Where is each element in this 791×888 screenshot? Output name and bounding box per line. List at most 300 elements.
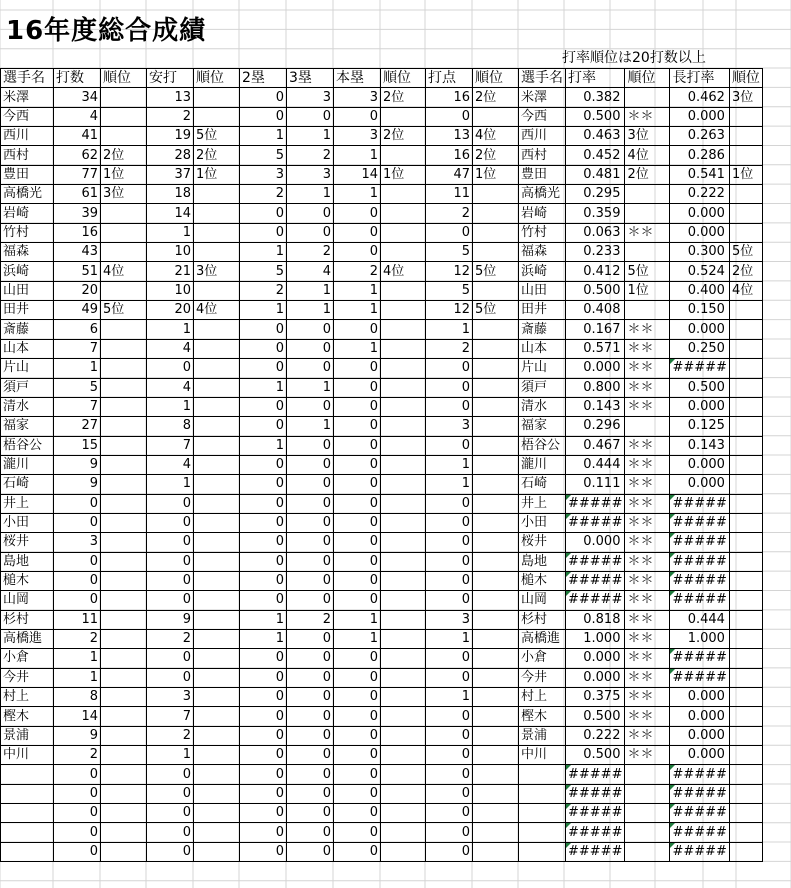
cell-hits[interactable]: 2 — [147, 629, 194, 648]
cell-hits-rank[interactable] — [194, 281, 240, 300]
cell-player-name[interactable] — [1, 765, 54, 784]
cell-slugging-rank[interactable] — [729, 804, 762, 823]
cell-slugging-rank[interactable] — [729, 146, 762, 165]
cell-doubles[interactable]: 3 — [240, 165, 287, 184]
cell-triples[interactable]: 0 — [287, 668, 334, 687]
cell-rbi[interactable]: 0 — [426, 668, 473, 687]
cell-home-runs[interactable]: 1 — [334, 339, 381, 358]
cell-hits[interactable]: 7 — [147, 707, 194, 726]
cell-slugging[interactable]: 0.444 — [670, 610, 729, 629]
cell-home-runs[interactable]: 0 — [334, 243, 381, 262]
cell-at-bats-rank[interactable] — [101, 223, 147, 242]
cell-avg-rank[interactable] — [625, 804, 670, 823]
cell-rbi[interactable]: 1 — [426, 629, 473, 648]
cell-slugging-rank[interactable] — [729, 707, 762, 726]
cell-rbi[interactable]: 0 — [426, 359, 473, 378]
cell-slugging-rank[interactable] — [729, 494, 762, 513]
cell-rbi-rank[interactable] — [473, 204, 519, 223]
cell-player-name-2[interactable]: 斎藤 — [519, 320, 566, 339]
cell-hits-rank[interactable] — [194, 765, 240, 784]
cell-hits[interactable]: 0 — [147, 823, 194, 842]
cell-slugging-rank[interactable] — [729, 746, 762, 765]
cell-avg-rank[interactable] — [625, 243, 670, 262]
cell-rbi-rank[interactable] — [473, 688, 519, 707]
cell-hits[interactable]: 1 — [147, 223, 194, 242]
cell-avg-rank[interactable] — [625, 417, 670, 436]
cell-hr-rank[interactable] — [381, 649, 426, 668]
cell-hr-rank[interactable] — [381, 765, 426, 784]
header-player-name[interactable]: 選手名 — [1, 69, 54, 88]
cell-rbi[interactable]: 2 — [426, 339, 473, 358]
cell-player-name[interactable]: 山本 — [1, 339, 54, 358]
cell-slugging-rank[interactable]: 5位 — [729, 243, 762, 262]
cell-hits-rank[interactable] — [194, 320, 240, 339]
cell-at-bats[interactable]: 5 — [54, 378, 101, 397]
cell-slugging-rank[interactable] — [729, 513, 762, 532]
cell-hr-rank[interactable] — [381, 359, 426, 378]
cell-avg-rank[interactable]: ＊＊ — [625, 223, 670, 242]
cell-rbi[interactable]: 0 — [426, 571, 473, 590]
cell-rbi-rank[interactable] — [473, 185, 519, 204]
cell-avg-rank[interactable]: ＊＊ — [625, 455, 670, 474]
header-triples[interactable]: 3塁 — [287, 69, 334, 88]
cell-doubles[interactable]: 0 — [240, 494, 287, 513]
cell-triples[interactable]: 0 — [287, 339, 334, 358]
cell-rbi[interactable]: 0 — [426, 784, 473, 803]
cell-triples[interactable]: 0 — [287, 107, 334, 126]
cell-at-bats-rank[interactable] — [101, 88, 147, 107]
cell-triples[interactable]: 1 — [287, 281, 334, 300]
cell-player-name[interactable]: 中川 — [1, 746, 54, 765]
cell-triples[interactable]: 0 — [287, 726, 334, 745]
cell-doubles[interactable]: 5 — [240, 262, 287, 281]
cell-at-bats-rank[interactable] — [101, 417, 147, 436]
cell-player-name[interactable] — [1, 784, 54, 803]
cell-hr-rank[interactable] — [381, 513, 426, 532]
cell-slugging[interactable]: ##### — [670, 823, 729, 842]
cell-hr-rank[interactable] — [381, 494, 426, 513]
cell-hits-rank[interactable] — [194, 436, 240, 455]
cell-rbi-rank[interactable] — [473, 513, 519, 532]
cell-rbi[interactable]: 0 — [426, 107, 473, 126]
cell-at-bats-rank[interactable] — [101, 243, 147, 262]
cell-rbi[interactable]: 0 — [426, 765, 473, 784]
cell-rbi-rank[interactable] — [473, 533, 519, 552]
cell-doubles[interactable]: 0 — [240, 204, 287, 223]
cell-home-runs[interactable]: 0 — [334, 475, 381, 494]
cell-triples[interactable]: 0 — [287, 475, 334, 494]
cell-player-name-2[interactable]: 豊田 — [519, 165, 566, 184]
cell-slugging[interactable]: 0.286 — [670, 146, 729, 165]
cell-rbi-rank[interactable] — [473, 726, 519, 745]
cell-doubles[interactable]: 0 — [240, 513, 287, 532]
cell-batting-avg[interactable]: 0.296 — [566, 417, 625, 436]
cell-player-name-2[interactable] — [519, 804, 566, 823]
cell-player-name-2[interactable]: 西川 — [519, 127, 566, 146]
cell-rbi[interactable]: 0 — [426, 823, 473, 842]
cell-doubles[interactable]: 0 — [240, 823, 287, 842]
cell-hr-rank[interactable] — [381, 552, 426, 571]
cell-hits-rank[interactable] — [194, 397, 240, 416]
cell-hits-rank[interactable] — [194, 571, 240, 590]
cell-home-runs[interactable]: 3 — [334, 88, 381, 107]
cell-doubles[interactable]: 1 — [240, 378, 287, 397]
cell-avg-rank[interactable]: ＊＊ — [625, 610, 670, 629]
sheet-title[interactable]: 16年度総合成績 — [6, 16, 207, 46]
cell-slugging[interactable]: ##### — [670, 842, 729, 861]
cell-rbi[interactable]: 5 — [426, 281, 473, 300]
cell-slugging[interactable]: ##### — [670, 649, 729, 668]
cell-player-name[interactable]: 石崎 — [1, 475, 54, 494]
header-slugging[interactable]: 長打率 — [670, 69, 729, 88]
cell-doubles[interactable]: 0 — [240, 688, 287, 707]
cell-batting-avg[interactable]: 0.467 — [566, 436, 625, 455]
cell-avg-rank[interactable]: 1位 — [625, 281, 670, 300]
cell-player-name-2[interactable]: 浜崎 — [519, 262, 566, 281]
cell-avg-rank[interactable] — [625, 784, 670, 803]
cell-hr-rank[interactable]: 2位 — [381, 88, 426, 107]
cell-batting-avg[interactable]: ##### — [566, 784, 625, 803]
cell-at-bats[interactable]: 9 — [54, 455, 101, 474]
cell-home-runs[interactable]: 0 — [334, 204, 381, 223]
cell-hr-rank[interactable] — [381, 726, 426, 745]
cell-rbi[interactable]: 1 — [426, 475, 473, 494]
cell-avg-rank[interactable] — [625, 204, 670, 223]
cell-rbi-rank[interactable] — [473, 823, 519, 842]
cell-home-runs[interactable]: 0 — [334, 688, 381, 707]
cell-avg-rank[interactable] — [625, 765, 670, 784]
cell-at-bats[interactable]: 43 — [54, 243, 101, 262]
cell-hr-rank[interactable] — [381, 204, 426, 223]
cell-rbi-rank[interactable] — [473, 784, 519, 803]
cell-doubles[interactable]: 2 — [240, 185, 287, 204]
cell-batting-avg[interactable]: 0.800 — [566, 378, 625, 397]
cell-hits[interactable]: 3 — [147, 688, 194, 707]
cell-player-name[interactable]: 山岡 — [1, 591, 54, 610]
cell-hits[interactable]: 0 — [147, 533, 194, 552]
cell-slugging-rank[interactable] — [729, 378, 762, 397]
cell-batting-avg[interactable]: 0.452 — [566, 146, 625, 165]
cell-rbi[interactable]: 3 — [426, 417, 473, 436]
cell-hr-rank[interactable] — [381, 243, 426, 262]
cell-hr-rank[interactable] — [381, 823, 426, 842]
cell-player-name[interactable]: 須戸 — [1, 378, 54, 397]
cell-player-name[interactable]: 樫木 — [1, 707, 54, 726]
cell-batting-avg[interactable]: ##### — [566, 591, 625, 610]
cell-player-name-2[interactable]: 山岡 — [519, 591, 566, 610]
cell-hits[interactable]: 2 — [147, 726, 194, 745]
cell-home-runs[interactable]: 0 — [334, 804, 381, 823]
cell-rbi[interactable]: 0 — [426, 746, 473, 765]
batting-rank-note[interactable]: 打率順位は20打数以上 — [562, 50, 706, 66]
cell-hits-rank[interactable]: 3位 — [194, 262, 240, 281]
cell-hits[interactable]: 18 — [147, 185, 194, 204]
cell-player-name-2[interactable]: 山田 — [519, 281, 566, 300]
cell-rbi[interactable]: 1 — [426, 455, 473, 474]
cell-slugging-rank[interactable] — [729, 436, 762, 455]
cell-slugging-rank[interactable] — [729, 359, 762, 378]
cell-hits-rank[interactable] — [194, 746, 240, 765]
cell-hr-rank[interactable] — [381, 804, 426, 823]
cell-triples[interactable]: 1 — [287, 185, 334, 204]
cell-player-name[interactable]: 今西 — [1, 107, 54, 126]
cell-hits[interactable]: 19 — [147, 127, 194, 146]
cell-at-bats-rank[interactable] — [101, 842, 147, 861]
cell-triples[interactable]: 0 — [287, 591, 334, 610]
cell-at-bats[interactable]: 1 — [54, 649, 101, 668]
cell-at-bats-rank[interactable]: 5位 — [101, 301, 147, 320]
cell-batting-avg[interactable]: 0.481 — [566, 165, 625, 184]
cell-triples[interactable]: 0 — [287, 688, 334, 707]
cell-slugging-rank[interactable] — [729, 629, 762, 648]
cell-doubles[interactable]: 0 — [240, 726, 287, 745]
cell-player-name-2[interactable] — [519, 823, 566, 842]
cell-player-name[interactable]: 景浦 — [1, 726, 54, 745]
cell-rbi[interactable]: 1 — [426, 688, 473, 707]
cell-avg-rank[interactable]: ＊＊ — [625, 707, 670, 726]
cell-home-runs[interactable]: 0 — [334, 533, 381, 552]
cell-hits[interactable]: 1 — [147, 320, 194, 339]
cell-triples[interactable]: 0 — [287, 842, 334, 861]
cell-triples[interactable]: 3 — [287, 88, 334, 107]
cell-player-name-2[interactable]: 桜井 — [519, 533, 566, 552]
cell-doubles[interactable]: 0 — [240, 649, 287, 668]
cell-avg-rank[interactable]: ＊＊ — [625, 649, 670, 668]
cell-hits-rank[interactable] — [194, 223, 240, 242]
cell-home-runs[interactable]: 0 — [334, 417, 381, 436]
cell-rbi-rank[interactable] — [473, 707, 519, 726]
cell-avg-rank[interactable]: ＊＊ — [625, 494, 670, 513]
cell-rbi[interactable]: 16 — [426, 146, 473, 165]
cell-home-runs[interactable]: 0 — [334, 552, 381, 571]
cell-player-name-2[interactable]: 槌木 — [519, 571, 566, 590]
cell-player-name[interactable]: 小倉 — [1, 649, 54, 668]
cell-rbi-rank[interactable] — [473, 746, 519, 765]
cell-slugging[interactable]: 0.524 — [670, 262, 729, 281]
cell-doubles[interactable]: 0 — [240, 417, 287, 436]
cell-hits-rank[interactable] — [194, 513, 240, 532]
cell-hits-rank[interactable] — [194, 204, 240, 223]
cell-doubles[interactable]: 0 — [240, 571, 287, 590]
cell-hits[interactable]: 9 — [147, 610, 194, 629]
cell-hits-rank[interactable] — [194, 823, 240, 842]
cell-hits[interactable]: 1 — [147, 746, 194, 765]
cell-at-bats[interactable]: 0 — [54, 494, 101, 513]
cell-rbi[interactable]: 12 — [426, 301, 473, 320]
cell-rbi[interactable]: 11 — [426, 185, 473, 204]
cell-rbi[interactable]: 1 — [426, 320, 473, 339]
header-player-name-2[interactable]: 選手名 — [519, 69, 566, 88]
cell-slugging-rank[interactable]: 2位 — [729, 262, 762, 281]
cell-player-name-2[interactable]: 今西 — [519, 107, 566, 126]
cell-slugging[interactable]: 0.125 — [670, 417, 729, 436]
header-avg-rank[interactable]: 順位 — [625, 69, 670, 88]
cell-player-name[interactable]: 西川 — [1, 127, 54, 146]
header-batting-avg[interactable]: 打率 — [566, 69, 625, 88]
header-slugging-rank[interactable]: 順位 — [729, 69, 762, 88]
cell-hits[interactable]: 0 — [147, 765, 194, 784]
cell-at-bats[interactable]: 0 — [54, 513, 101, 532]
cell-triples[interactable]: 0 — [287, 571, 334, 590]
cell-avg-rank[interactable]: ＊＊ — [625, 320, 670, 339]
cell-batting-avg[interactable]: 0.500 — [566, 107, 625, 126]
cell-at-bats-rank[interactable] — [101, 513, 147, 532]
cell-avg-rank[interactable]: ＊＊ — [625, 629, 670, 648]
cell-doubles[interactable]: 0 — [240, 339, 287, 358]
cell-triples[interactable]: 0 — [287, 204, 334, 223]
cell-doubles[interactable]: 0 — [240, 804, 287, 823]
cell-rbi[interactable]: 0 — [426, 378, 473, 397]
cell-triples[interactable]: 0 — [287, 804, 334, 823]
cell-hr-rank[interactable] — [381, 455, 426, 474]
header-home-runs[interactable]: 本塁 — [334, 69, 381, 88]
cell-slugging[interactable]: 0.143 — [670, 436, 729, 455]
cell-doubles[interactable]: 0 — [240, 707, 287, 726]
cell-hr-rank[interactable] — [381, 223, 426, 242]
cell-slugging-rank[interactable]: 4位 — [729, 281, 762, 300]
cell-doubles[interactable]: 0 — [240, 455, 287, 474]
cell-at-bats[interactable]: 4 — [54, 107, 101, 126]
cell-player-name-2[interactable]: 高橋進 — [519, 629, 566, 648]
cell-at-bats-rank[interactable] — [101, 533, 147, 552]
cell-hr-rank[interactable] — [381, 320, 426, 339]
cell-rbi[interactable]: 0 — [426, 804, 473, 823]
cell-hits[interactable]: 28 — [147, 146, 194, 165]
cell-avg-rank[interactable]: ＊＊ — [625, 571, 670, 590]
cell-hits-rank[interactable] — [194, 185, 240, 204]
cell-doubles[interactable]: 1 — [240, 301, 287, 320]
cell-at-bats[interactable]: 49 — [54, 301, 101, 320]
cell-hits-rank[interactable] — [194, 842, 240, 861]
cell-triples[interactable]: 0 — [287, 533, 334, 552]
cell-batting-avg[interactable]: ##### — [566, 494, 625, 513]
cell-slugging-rank[interactable] — [729, 320, 762, 339]
header-at-bats-rank[interactable]: 順位 — [101, 69, 147, 88]
cell-slugging-rank[interactable] — [729, 417, 762, 436]
cell-triples[interactable]: 0 — [287, 436, 334, 455]
cell-home-runs[interactable]: 1 — [334, 185, 381, 204]
cell-avg-rank[interactable]: ＊＊ — [625, 533, 670, 552]
cell-at-bats[interactable]: 0 — [54, 571, 101, 590]
cell-hits-rank[interactable]: 5位 — [194, 127, 240, 146]
cell-hits-rank[interactable] — [194, 668, 240, 687]
header-doubles[interactable]: 2塁 — [240, 69, 287, 88]
cell-hits-rank[interactable] — [194, 533, 240, 552]
cell-rbi-rank[interactable]: 2位 — [473, 88, 519, 107]
cell-rbi-rank[interactable] — [473, 397, 519, 416]
cell-slugging-rank[interactable] — [729, 455, 762, 474]
cell-at-bats[interactable]: 15 — [54, 436, 101, 455]
cell-hits-rank[interactable] — [194, 475, 240, 494]
cell-player-name-2[interactable]: 小田 — [519, 513, 566, 532]
cell-home-runs[interactable]: 0 — [334, 668, 381, 687]
cell-home-runs[interactable]: 0 — [334, 455, 381, 474]
cell-rbi[interactable]: 0 — [426, 842, 473, 861]
cell-hits[interactable]: 13 — [147, 88, 194, 107]
cell-home-runs[interactable]: 0 — [334, 378, 381, 397]
cell-slugging[interactable]: ##### — [670, 494, 729, 513]
cell-slugging-rank[interactable] — [729, 533, 762, 552]
cell-batting-avg[interactable]: 0.222 — [566, 726, 625, 745]
cell-slugging[interactable]: ##### — [670, 533, 729, 552]
cell-at-bats-rank[interactable]: 1位 — [101, 165, 147, 184]
cell-rbi[interactable]: 0 — [426, 552, 473, 571]
cell-player-name-2[interactable]: 中川 — [519, 746, 566, 765]
cell-hits[interactable]: 8 — [147, 417, 194, 436]
cell-avg-rank[interactable]: ＊＊ — [625, 668, 670, 687]
cell-hr-rank[interactable] — [381, 436, 426, 455]
cell-rbi[interactable]: 0 — [426, 591, 473, 610]
cell-player-name-2[interactable] — [519, 784, 566, 803]
cell-slugging[interactable]: 0.541 — [670, 165, 729, 184]
cell-at-bats-rank[interactable]: 3位 — [101, 185, 147, 204]
cell-at-bats-rank[interactable] — [101, 784, 147, 803]
cell-slugging-rank[interactable] — [729, 185, 762, 204]
cell-rbi-rank[interactable]: 2位 — [473, 146, 519, 165]
cell-home-runs[interactable]: 0 — [334, 707, 381, 726]
cell-player-name-2[interactable]: 須戸 — [519, 378, 566, 397]
cell-avg-rank[interactable]: ＊＊ — [625, 378, 670, 397]
cell-home-runs[interactable]: 0 — [334, 765, 381, 784]
cell-avg-rank[interactable]: ＊＊ — [625, 107, 670, 126]
cell-at-bats[interactable]: 7 — [54, 339, 101, 358]
cell-home-runs[interactable]: 0 — [334, 359, 381, 378]
cell-triples[interactable]: 1 — [287, 301, 334, 320]
cell-avg-rank[interactable] — [625, 88, 670, 107]
cell-doubles[interactable]: 0 — [240, 668, 287, 687]
cell-batting-avg[interactable]: 0.000 — [566, 359, 625, 378]
cell-home-runs[interactable]: 0 — [334, 436, 381, 455]
cell-hits[interactable]: 1 — [147, 475, 194, 494]
cell-at-bats[interactable]: 16 — [54, 223, 101, 242]
cell-hits[interactable]: 37 — [147, 165, 194, 184]
cell-hr-rank[interactable] — [381, 688, 426, 707]
header-hits[interactable]: 安打 — [147, 69, 194, 88]
cell-player-name-2[interactable]: 田井 — [519, 301, 566, 320]
cell-hits[interactable]: 4 — [147, 339, 194, 358]
cell-batting-avg[interactable]: 0.500 — [566, 746, 625, 765]
cell-triples[interactable]: 0 — [287, 320, 334, 339]
cell-triples[interactable]: 2 — [287, 610, 334, 629]
cell-at-bats-rank[interactable] — [101, 397, 147, 416]
cell-slugging-rank[interactable] — [729, 397, 762, 416]
cell-triples[interactable]: 0 — [287, 823, 334, 842]
cell-doubles[interactable]: 1 — [240, 629, 287, 648]
cell-avg-rank[interactable]: ＊＊ — [625, 591, 670, 610]
cell-at-bats[interactable]: 1 — [54, 359, 101, 378]
cell-doubles[interactable]: 0 — [240, 746, 287, 765]
cell-doubles[interactable]: 0 — [240, 591, 287, 610]
cell-at-bats-rank[interactable] — [101, 494, 147, 513]
cell-slugging[interactable]: 0.000 — [670, 397, 729, 416]
cell-rbi[interactable]: 0 — [426, 707, 473, 726]
cell-batting-avg[interactable]: ##### — [566, 823, 625, 842]
cell-avg-rank[interactable]: ＊＊ — [625, 746, 670, 765]
cell-hits-rank[interactable] — [194, 243, 240, 262]
cell-hits-rank[interactable] — [194, 378, 240, 397]
cell-at-bats-rank[interactable] — [101, 746, 147, 765]
cell-hits-rank[interactable] — [194, 726, 240, 745]
cell-player-name-2[interactable]: 井上 — [519, 494, 566, 513]
cell-avg-rank[interactable] — [625, 301, 670, 320]
cell-at-bats[interactable]: 61 — [54, 185, 101, 204]
cell-slugging-rank[interactable] — [729, 842, 762, 861]
cell-rbi-rank[interactable] — [473, 455, 519, 474]
cell-slugging[interactable]: ##### — [670, 359, 729, 378]
cell-at-bats[interactable]: 11 — [54, 610, 101, 629]
cell-triples[interactable]: 0 — [287, 359, 334, 378]
cell-doubles[interactable]: 1 — [240, 127, 287, 146]
